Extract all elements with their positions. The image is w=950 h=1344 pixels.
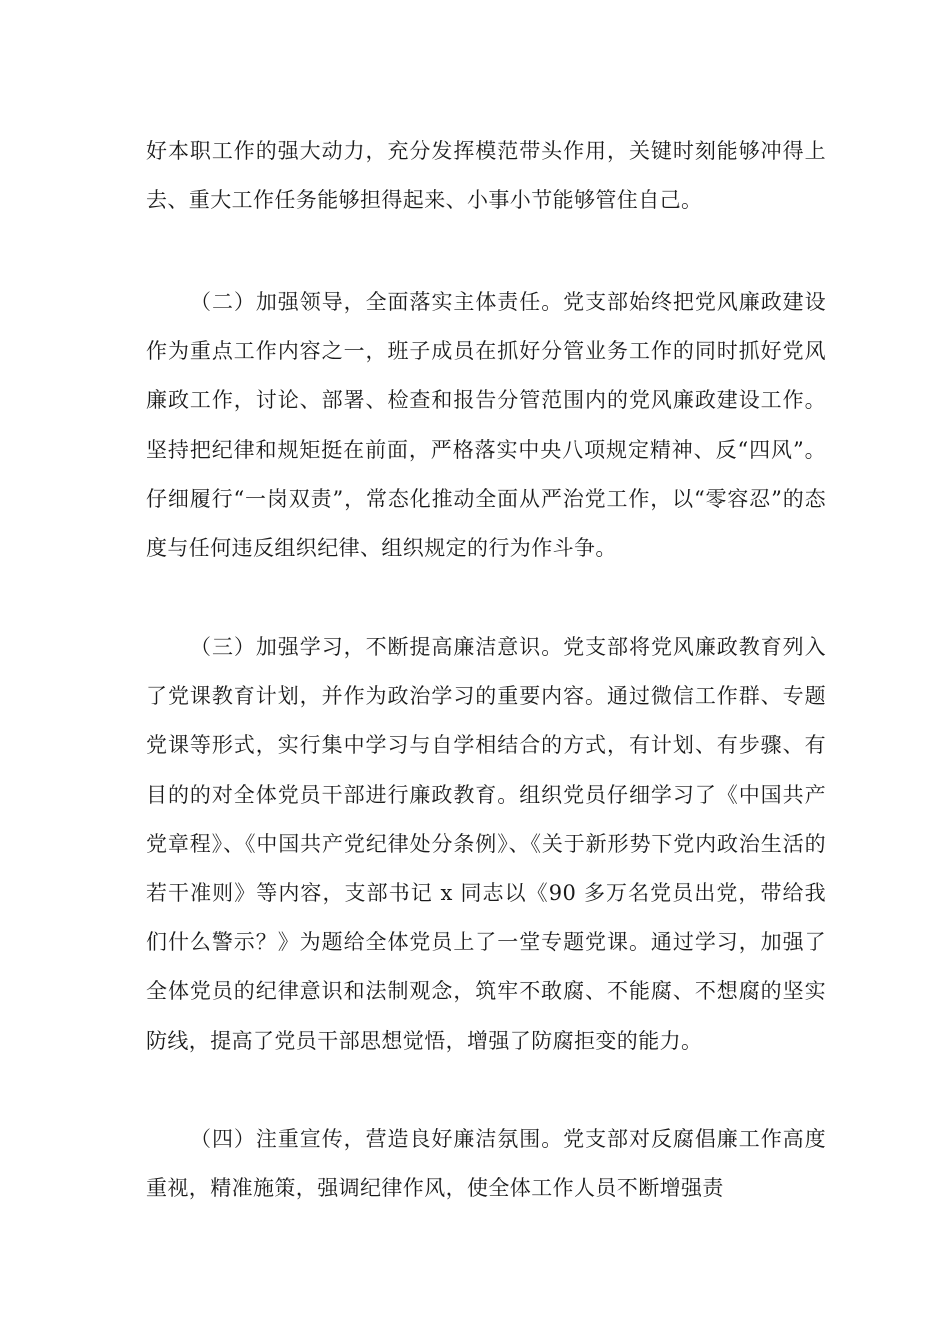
paragraph-continued: 好本职工作的强大动力，充分发挥模范带头作用，关键时刻能够冲得上去、重大工作任务能够担得起来、小事小节能够管住自己。 [146, 139, 826, 213]
paragraph-section-4: （四）注重宣传，营造良好廉洁氛围。党支部对反腐倡廉工作高度重视，精准施策，强调纪律作风，使全体工作人员不断增强责 [146, 1127, 826, 1201]
paragraph-section-2: （二）加强领导，全面落实主体责任。党支部始终把党风廉政建设作为重点工作内容之一，班子成员在抓好分管业务工作的同时抓好党风廉政工作，讨论、部署、检查和报告分管范围内的党风廉政建设工作。坚持把纪律和规矩挺在前面，严格落实中央八项规定精神、反“四风”。仔细履行“一岗双责”，常态化推动全面从严治党工作，以“零容忍”的态度与任何违反组织纪律、组织规定的行为作斗争。 [146, 290, 826, 561]
paragraph-section-3: （三）加强学习，不断提高廉洁意识。党支部将党风廉政教育列入了党课教育计划，并作为政治学习的重要内容。通过微信工作群、专题党课等形式，实行集中学习与自学相结合的方式，有计划、有步骤、有目的的对全体党员干部进行廉政教育。组织党员仔细学习了《中国共产党章程》、《中国共产党纪律处分条例》、《关于新形势下党内政治生活的若干准则》等内容，支部书记 x 同志以《90 多万名党员出党，带给我们什么警示？》为题给全体党员上了一堂专题党课。通过学习，加强了全体党员的纪律意识和法制观念，筑牢不敢腐、不能腐、不想腐的坚实防线，提高了党员干部思想觉悟，增强了防腐拒变的能力。 [146, 635, 826, 1053]
